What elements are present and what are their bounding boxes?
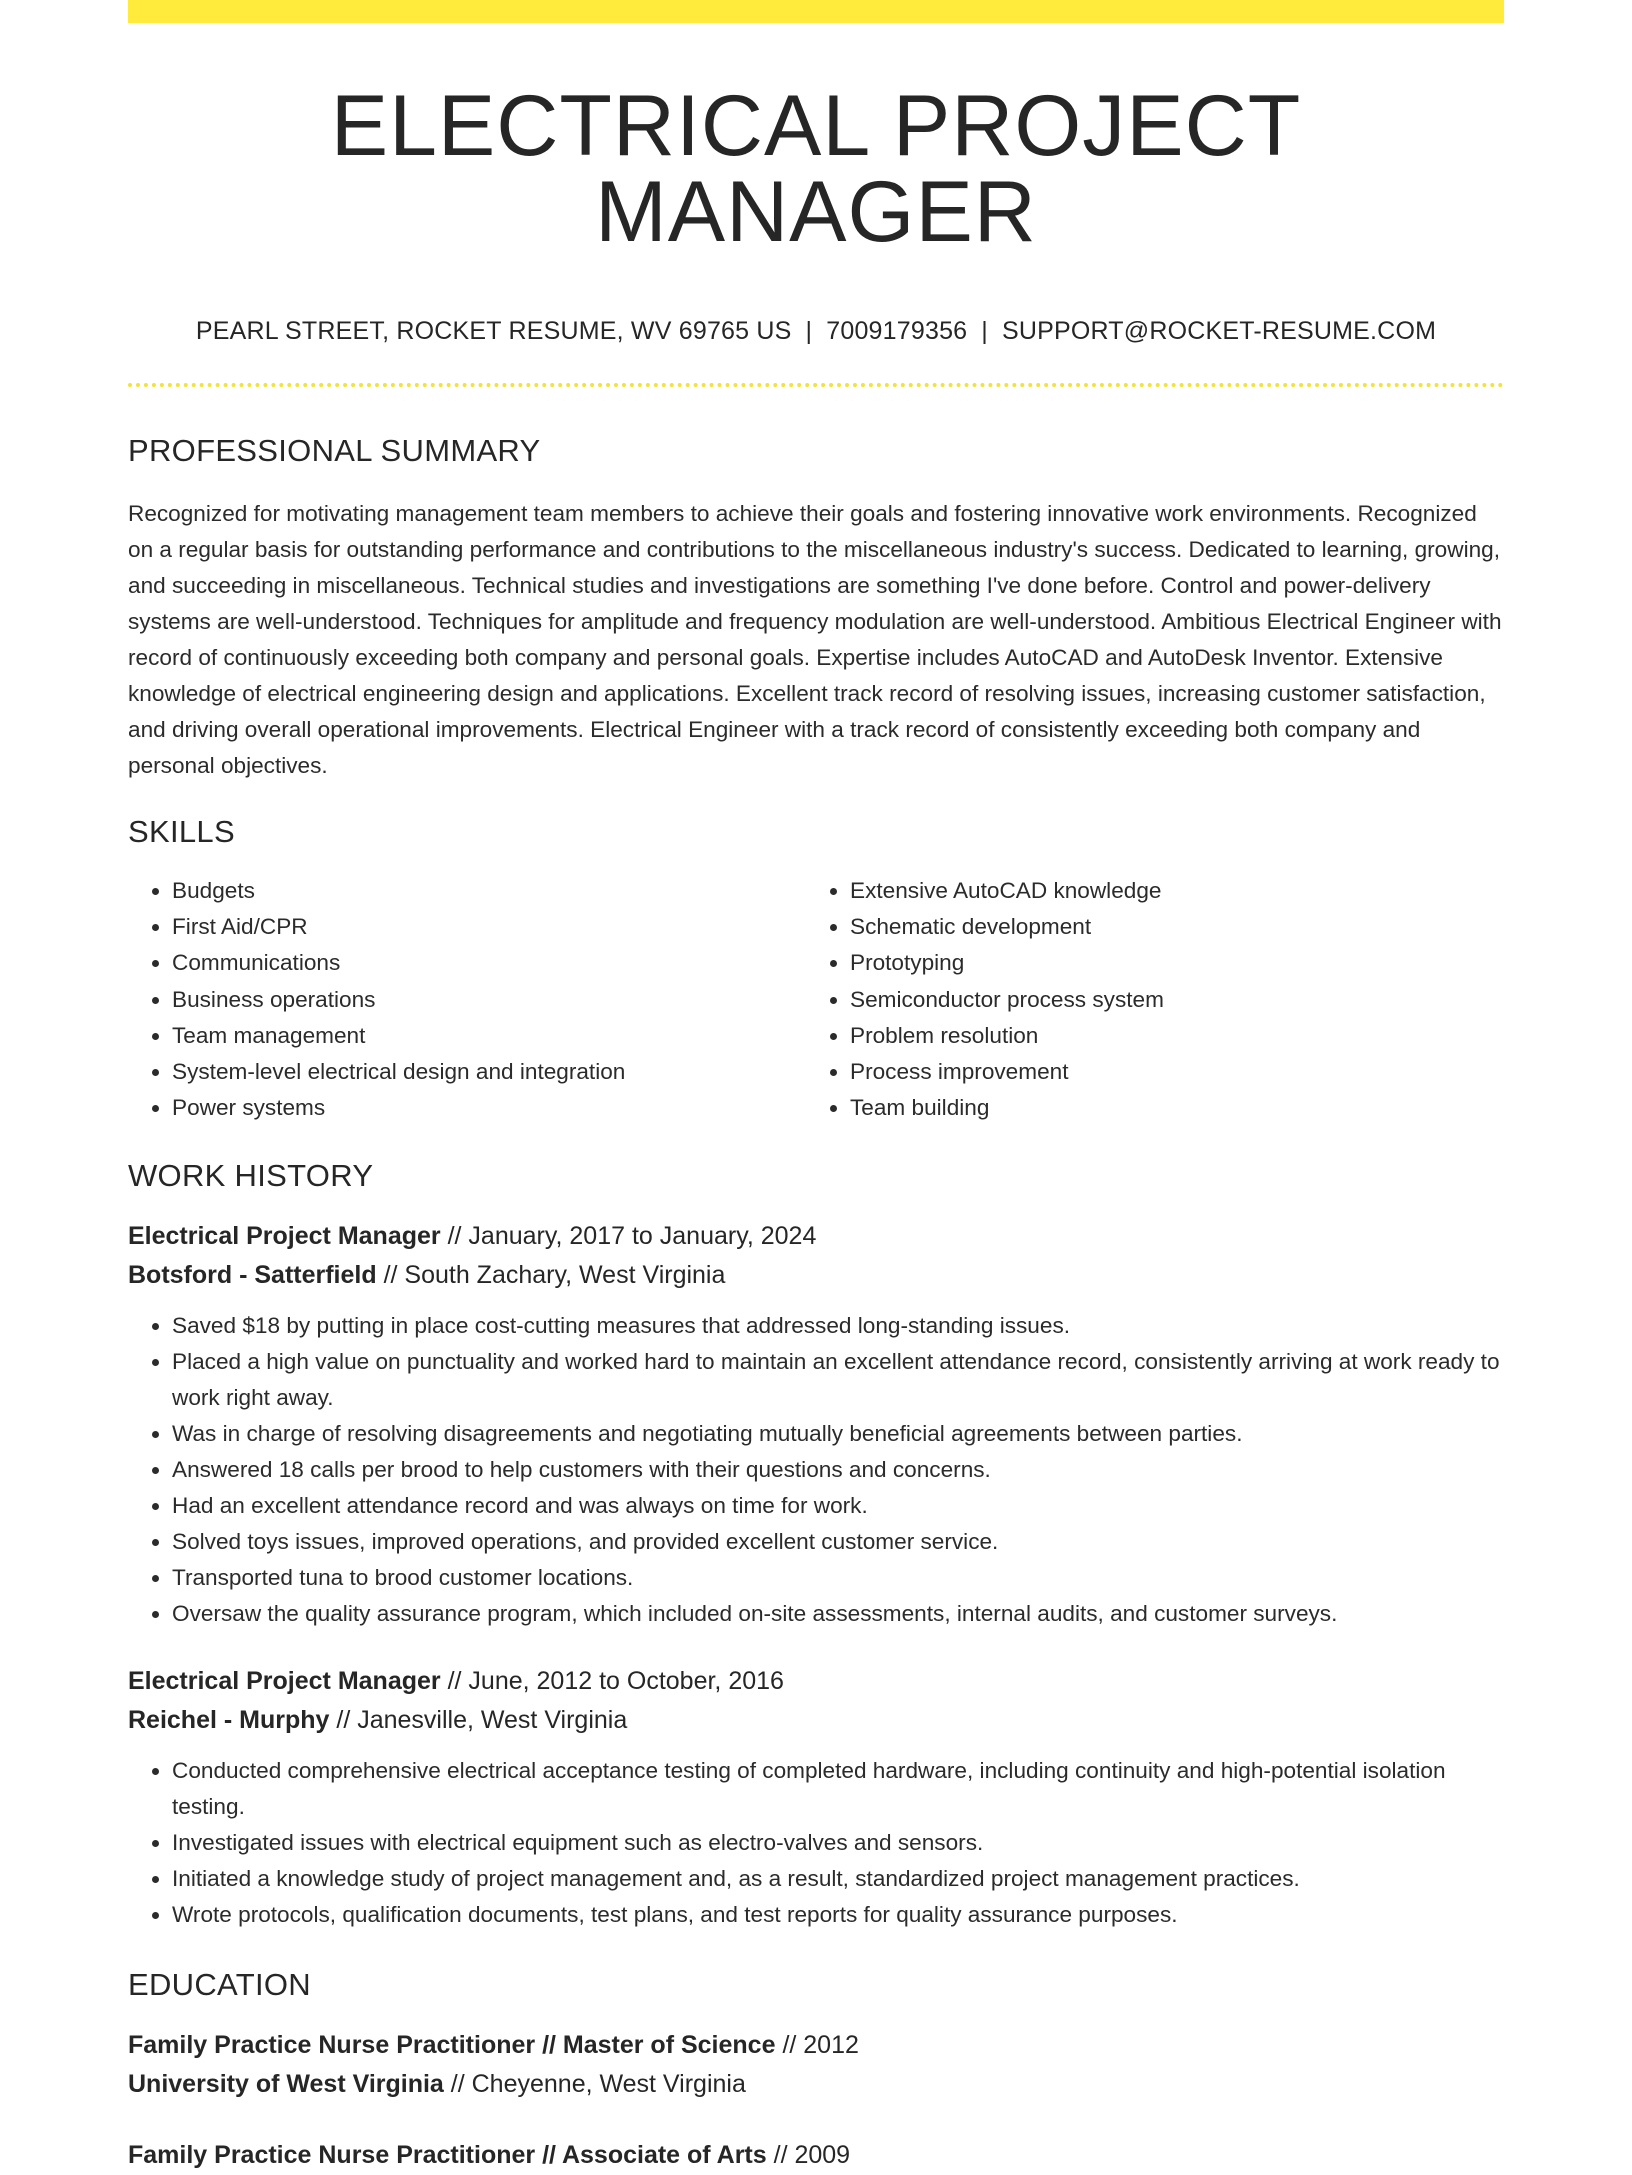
skill-item: • Team management [172,1018,806,1054]
skills-list [128,873,1504,1126]
education-degree-line [128,2026,1504,2065]
work-history-heading: WORK HISTORY [128,1158,374,1194]
job-bullet: • Answered 18 calls per brood to help customers with their questions and concerns. [172,1452,1504,1488]
job-company: Reichel - Murphy [128,1706,330,1735]
education-school-line [128,2065,1504,2104]
skill-item: • Business operations [172,982,806,1018]
skill-item: • Extensive AutoCAD knowledge [850,873,1484,909]
job-bullet: • Investigated issues with electrical equipment such as electro-valves and sensors. [172,1825,1504,1861]
job-bullet: • Initiated a knowledge study of project management and, as a result, standardized project management practices. [172,1861,1504,1897]
job-role: Electrical Project Manager [128,1222,441,1251]
skill-item: • Process improvement [850,1054,1484,1090]
contact-phone: 7009179356 [826,317,968,345]
skill-item: • First Aid/CPR [172,909,806,945]
contact-separator: | [981,317,988,345]
job-bullet: • Conducted comprehensive electrical acceptance testing of completed hardware, including continuity and high-potential isolation testing. [172,1753,1504,1825]
skill-item: • Communications [172,945,806,981]
skill-item: • Semiconductor process system [850,982,1484,1018]
job-bullet: • Oversaw the quality assurance program, which included on-site assessments, internal audits, and customer surveys. [172,1596,1504,1632]
job-dates: // January, 2017 to January, 2024 [440,1222,817,1251]
job-entry [128,1217,1504,1632]
job-entry [128,1662,1504,1933]
job-bullets [128,1753,1504,1933]
job-title-line [128,1662,1504,1701]
education-degree: Family Practice Nurse Practitioner // Associate of Arts [128,2141,767,2170]
summary-text: Recognized for motivating management team members to achieve their goals and fostering innovative work environments. Recognized on a regular basis for outstanding performance and contributions to the miscellaneous industry's success. Dedicated to learning, growing, and succeeding in miscellaneous. Technical studies and investigations are something I've done before. Control and power-delivery systems are well-understood. Techniques for amplitude and frequency modulation are well-understood. Ambitious Electrical Engineer with record of continuously exceeding both company and personal goals. Expertise includes AutoCAD and AutoDesk Inventor. Extensive knowledge of electrical engineering design and applications. Excellent track record of resolving issues, increasing customer satisfaction, and driving overall operational improvements. Electrical Engineer with a track record of consistently exceeding both company and personal objectives. [128,501,1502,778]
education-degree: Family Practice Nurse Practitioner // Master of Science [128,2031,776,2060]
skills-heading: SKILLS [128,814,235,849]
summary-heading: PROFESSIONAL SUMMARY [128,433,541,468]
education-entry [128,2136,1504,2175]
education-school: University of West Virginia [128,2070,444,2099]
education-year: // 2012 [775,2031,859,2060]
education-degree-line [128,2136,1504,2175]
job-location: // Janesville, West Virginia [329,1706,628,1735]
skill-item: • Team building [850,1090,1484,1126]
resume-page [128,0,1504,2175]
skills-column-left [128,873,806,1126]
skill-item: • System-level electrical design and integration [172,1054,806,1090]
job-bullet: • Solved toys issues, improved operations, and provided excellent customer service. [172,1524,1504,1560]
education-entry [128,2026,1504,2104]
education-heading: EDUCATION [128,1967,311,2003]
skills-column-right [806,873,1484,1126]
job-bullet: • Wrote protocols, qualification documents, test plans, and test reports for quality assurance purposes. [172,1897,1504,1933]
contact-address: PEARL STREET, ROCKET RESUME, WV 69765 US [195,317,792,345]
skill-item: • Problem resolution [850,1018,1484,1054]
skill-item: • Prototyping [850,945,1484,981]
skill-item: • Budgets [172,873,806,909]
job-role: Electrical Project Manager [128,1667,441,1696]
job-company-line [128,1256,1504,1295]
skill-item: • Power systems [172,1090,806,1126]
job-bullet: • Placed a high value on punctuality and worked hard to maintain an excellent attendance record, consistently arriving at work ready to work right away. [172,1344,1504,1416]
job-bullets [128,1308,1504,1632]
job-title-line [128,1217,1504,1256]
job-location: // South Zachary, West Virginia [376,1261,726,1290]
job-bullet: • Transported tuna to brood customer locations. [172,1560,1504,1596]
contact-separator: | [805,317,813,345]
job-bullet: • Saved $18 by putting in place cost-cutting measures that addressed long-standing issues. [172,1308,1504,1344]
contact-line [128,317,1504,346]
page-title: ELECTRICAL PROJECT MANAGER [330,78,1302,260]
education-year: // 2009 [766,2141,851,2170]
job-company-line [128,1701,1504,1740]
job-bullet: • Was in charge of resolving disagreements and negotiating mutually beneficial agreements between parties. [172,1416,1504,1452]
job-company: Botsford - Satterfield [128,1261,377,1290]
education-location: // Cheyenne, West Virginia [443,2070,746,2099]
skill-item: • Schematic development [850,909,1484,945]
job-dates: // June, 2012 to October, 2016 [440,1667,784,1696]
job-bullet: • Had an excellent attendance record and was always on time for work. [172,1488,1504,1524]
accent-bar [128,0,1504,23]
contact-email: SUPPORT@ROCKET-RESUME.COM [1001,317,1437,345]
header-divider [128,383,1504,387]
